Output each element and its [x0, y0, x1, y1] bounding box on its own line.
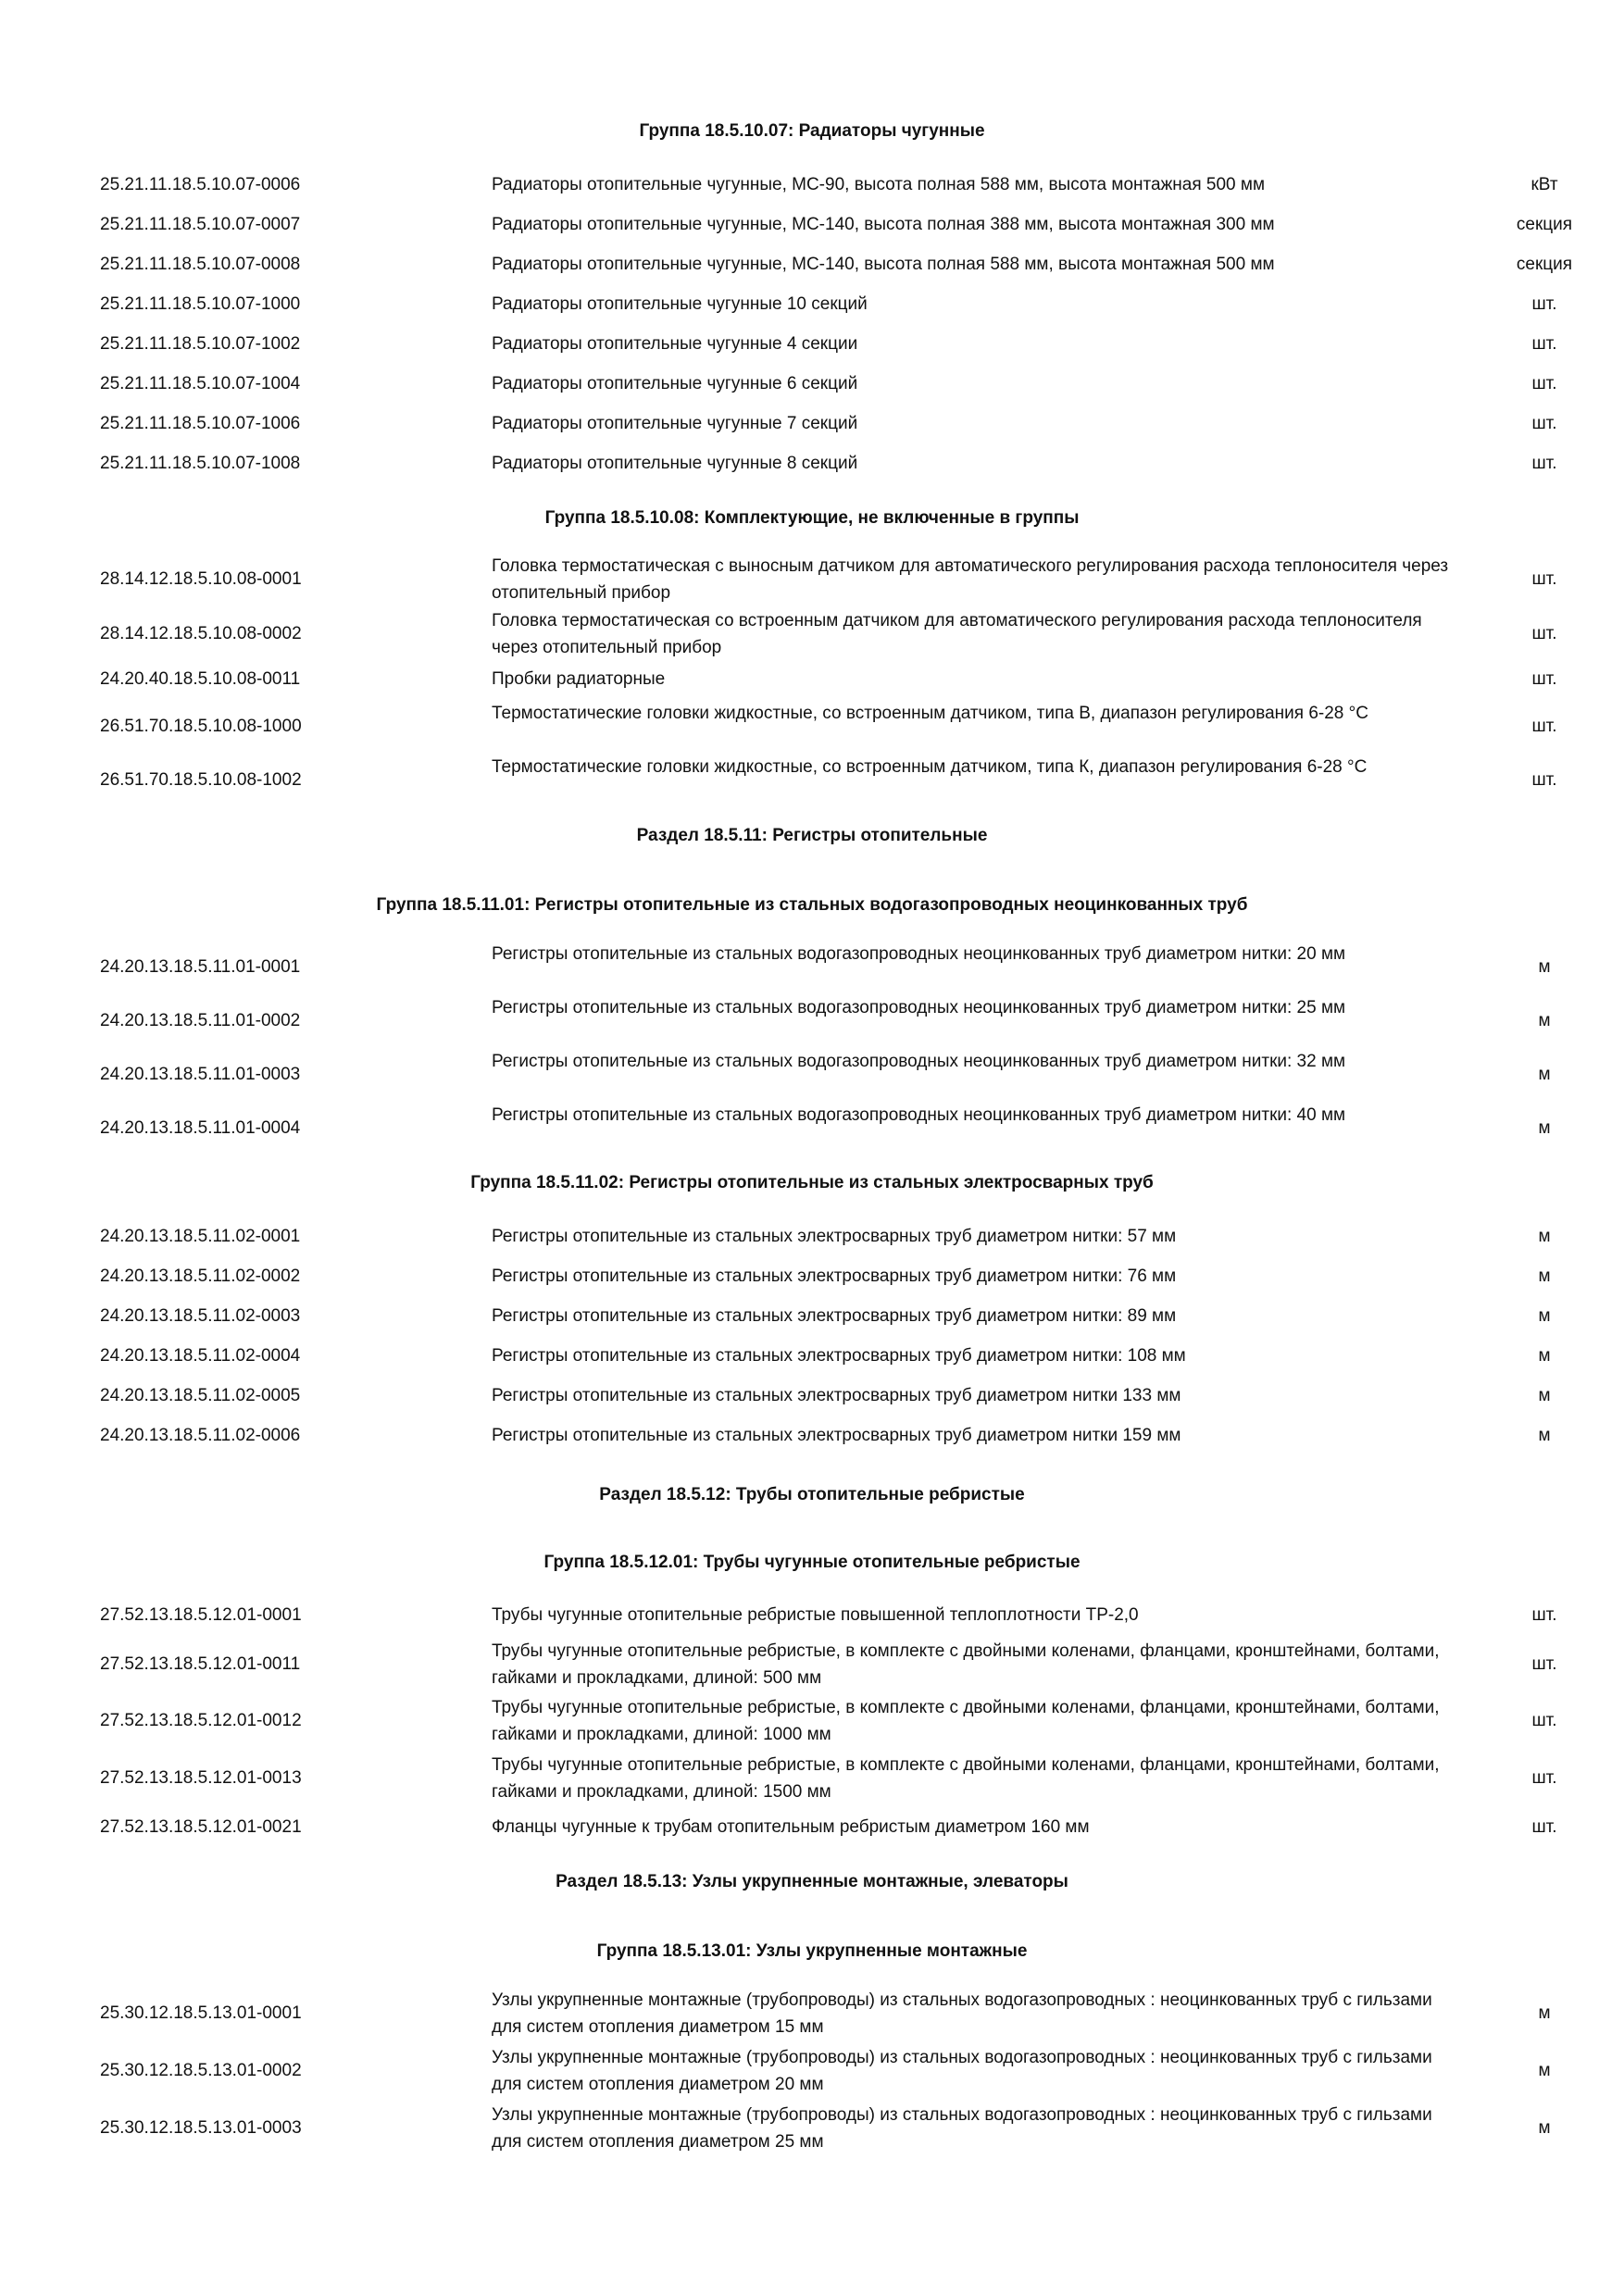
- table-row: [0, 553, 1624, 606]
- item-description: Фланцы чугунные к трубам отопительным ребристым диаметром 160 мм: [492, 1817, 1090, 1837]
- item-code: 24.20.13.18.5.11.01-0004: [100, 1118, 301, 1138]
- item-unit: м: [1538, 1267, 1551, 1286]
- item-description: Узлы укрупненные монтажные (трубопроводы) из стальных водогазопроводных : неоцинкованных труб с гильзами для систем отопления диаметром 20 мм: [492, 2048, 1432, 2094]
- item-unit: шт.: [1531, 334, 1557, 354]
- item-code: 25.21.11.18.5.10.07-0008: [100, 255, 301, 274]
- item-description: Трубы чугунные отопительные ребристые, в комплекте с двойными коленами, фланцами, кронштейнами, болтами, гайками и прокладками, длиной: 1000 мм: [492, 1698, 1440, 1744]
- item-code: 25.21.11.18.5.10.07-1006: [100, 414, 301, 433]
- table-row: [0, 607, 1624, 661]
- table-row: [0, 1048, 1624, 1102]
- item-description: Регистры отопительные из стальных электросварных труб диаметром нитки: 108 мм: [492, 1346, 1186, 1366]
- group-heading: Группа 18.5.12.01: Трубы чугунные отопительные ребристые: [543, 1553, 1081, 1572]
- item-unit: шт.: [1531, 454, 1557, 473]
- item-description: Радиаторы отопительные чугунные 10 секций: [492, 294, 868, 314]
- item-unit: м: [1538, 957, 1551, 977]
- table-row: [0, 1638, 1624, 1691]
- item-code: 26.51.70.18.5.10.08-1000: [100, 717, 302, 736]
- item-unit: секция: [1516, 255, 1573, 274]
- item-code: 24.20.13.18.5.11.02-0006: [100, 1426, 301, 1445]
- section-heading: Раздел 18.5.12: Трубы отопительные ребристые: [599, 1485, 1025, 1504]
- item-unit: м: [1538, 1426, 1551, 1445]
- item-code: 24.20.13.18.5.11.02-0004: [100, 1346, 301, 1366]
- item-unit: м: [1538, 1386, 1551, 1405]
- item-code: 24.20.13.18.5.11.02-0002: [100, 1267, 301, 1286]
- item-code: 25.21.11.18.5.10.07-0006: [100, 175, 301, 194]
- item-unit: м: [1538, 2061, 1551, 2080]
- item-description: Трубы чугунные отопительные ребристые, в комплекте с двойными коленами, фланцами, кронштейнами, болтами, гайками и прокладками, длиной: 500 мм: [492, 1641, 1440, 1688]
- item-unit: шт.: [1531, 1605, 1557, 1625]
- item-description: Регистры отопительные из стальных электросварных труб диаметром нитки: 89 мм: [492, 1306, 1177, 1326]
- item-unit: м: [1538, 2118, 1551, 2138]
- item-unit: м: [1538, 2003, 1551, 2023]
- item-description: Термостатические головки жидкостные, со встроенным датчиком, типа В, диапазон регулирования 6-28 °С: [492, 704, 1368, 723]
- item-unit: шт.: [1531, 414, 1557, 433]
- item-description: Головка термостатическая с выносным датчиком для автоматического регулирования расхода теплоносителя через отопительный прибор: [492, 556, 1449, 603]
- section-heading: Раздел 18.5.13: Узлы укрупненные монтажные, элеваторы: [556, 1872, 1068, 1891]
- item-description: Регистры отопительные из стальных водогазопроводных неоцинкованных труб диаметром нитки: 20 мм: [492, 944, 1346, 964]
- item-code: 24.20.13.18.5.11.02-0001: [100, 1227, 301, 1246]
- item-description: Головка термостатическая со встроенным датчиком для автоматического регулирования расхода теплоносителя через отопительный прибор: [492, 611, 1422, 657]
- item-unit: шт.: [1531, 1817, 1557, 1837]
- item-code: 28.14.12.18.5.10.08-0002: [100, 624, 302, 643]
- item-description: Радиаторы отопительные чугунные 8 секций: [492, 454, 858, 473]
- group-heading: Группа 18.5.10.08: Комплектующие, не включенные в группы: [544, 508, 1080, 528]
- item-unit: м: [1538, 1118, 1551, 1138]
- table-row: [0, 1987, 1624, 2040]
- item-code: 25.21.11.18.5.10.07-1000: [100, 294, 301, 314]
- group-heading: Группа 18.5.10.07: Радиаторы чугунные: [639, 121, 985, 141]
- item-unit: секция: [1516, 215, 1573, 234]
- item-unit: м: [1538, 1011, 1551, 1030]
- item-description: Регистры отопительные из стальных электросварных труб диаметром нитки: 57 мм: [492, 1227, 1177, 1246]
- item-code: 27.52.13.18.5.12.01-0013: [100, 1768, 302, 1788]
- table-row: [0, 941, 1624, 994]
- item-description: Радиаторы отопительные чугунные 7 секций: [492, 414, 858, 433]
- item-code: 24.20.13.18.5.11.01-0003: [100, 1065, 301, 1084]
- item-code: 25.21.11.18.5.10.07-1008: [100, 454, 301, 473]
- item-code: 25.30.12.18.5.13.01-0003: [100, 2118, 302, 2138]
- item-unit: м: [1538, 1065, 1551, 1084]
- item-description: Пробки радиаторные: [492, 669, 666, 689]
- item-description: Трубы чугунные отопительные ребристые, в комплекте с двойными коленами, фланцами, кронштейнами, болтами, гайками и прокладками, длиной: 1500 мм: [492, 1755, 1440, 1802]
- item-unit: шт.: [1531, 624, 1557, 643]
- item-unit: кВт: [1530, 175, 1558, 194]
- table-row: [0, 700, 1624, 754]
- item-code: 25.21.11.18.5.10.07-1002: [100, 334, 301, 354]
- item-description: Регистры отопительные из стальных электросварных труб диаметром нитки 159 мм: [492, 1426, 1181, 1445]
- item-description: Узлы укрупненные монтажные (трубопроводы) из стальных водогазопроводных : неоцинкованных труб с гильзами для систем отопления диаметром 15 мм: [492, 1990, 1432, 2037]
- item-description: Радиаторы отопительные чугунные, МС-140, высота полная 588 мм, высота монтажная 500 мм: [492, 255, 1275, 274]
- item-code: 24.20.13.18.5.11.01-0001: [100, 957, 301, 977]
- table-row: [0, 754, 1624, 807]
- item-description: Регистры отопительные из стальных водогазопроводных неоцинкованных труб диаметром нитки: 40 мм: [492, 1105, 1346, 1125]
- item-description: Регистры отопительные из стальных водогазопроводных неоцинкованных труб диаметром нитки: 25 мм: [492, 998, 1346, 1017]
- table-row: [0, 1102, 1624, 1155]
- item-code: 25.30.12.18.5.13.01-0002: [100, 2061, 302, 2080]
- item-unit: шт.: [1531, 1768, 1557, 1788]
- item-code: 24.20.13.18.5.11.02-0003: [100, 1306, 301, 1326]
- item-code: 27.52.13.18.5.12.01-0001: [100, 1605, 302, 1625]
- item-description: Радиаторы отопительные чугунные 4 секции: [492, 334, 858, 354]
- item-code: 24.20.13.18.5.11.02-0005: [100, 1386, 301, 1405]
- item-unit: м: [1538, 1306, 1551, 1326]
- item-description: Радиаторы отопительные чугунные 6 секций: [492, 374, 858, 393]
- item-description: Регистры отопительные из стальных электросварных труб диаметром нитки 133 мм: [492, 1386, 1181, 1405]
- item-code: 25.30.12.18.5.13.01-0001: [100, 2003, 302, 2023]
- item-unit: шт.: [1531, 717, 1557, 736]
- item-description: Узлы укрупненные монтажные (трубопроводы) из стальных водогазопроводных : неоцинкованных труб с гильзами для систем отопления диаметром 25 мм: [492, 2105, 1432, 2152]
- table-row: [0, 994, 1624, 1048]
- item-code: 24.20.40.18.5.10.08-0011: [100, 669, 301, 689]
- item-unit: шт.: [1531, 294, 1557, 314]
- item-description: Регистры отопительные из стальных водогазопроводных неоцинкованных труб диаметром нитки: 32 мм: [492, 1052, 1346, 1071]
- item-unit: м: [1538, 1346, 1551, 1366]
- group-heading: Группа 18.5.13.01: Узлы укрупненные монтажные: [596, 1941, 1028, 1961]
- item-code: 25.21.11.18.5.10.07-1004: [100, 374, 301, 393]
- table-row: [0, 2102, 1624, 2155]
- table-row: [0, 1752, 1624, 1805]
- item-code: 25.21.11.18.5.10.07-0007: [100, 215, 301, 234]
- item-unit: шт.: [1531, 569, 1557, 589]
- item-unit: шт.: [1531, 1711, 1557, 1730]
- item-unit: шт.: [1531, 374, 1557, 393]
- item-description: Трубы чугунные отопительные ребристые повышенной теплоплотности ТР-2,0: [492, 1605, 1139, 1625]
- group-heading: Группа 18.5.11.02: Регистры отопительные из стальных электросварных труб: [470, 1173, 1154, 1192]
- item-code: 27.52.13.18.5.12.01-0011: [100, 1654, 301, 1674]
- item-description: Регистры отопительные из стальных электросварных труб диаметром нитки: 76 мм: [492, 1267, 1177, 1286]
- item-code: 27.52.13.18.5.12.01-0021: [100, 1817, 302, 1837]
- section-heading: Раздел 18.5.11: Регистры отопительные: [636, 826, 988, 845]
- item-code: 24.20.13.18.5.11.01-0002: [100, 1011, 301, 1030]
- table-row: [0, 2044, 1624, 2098]
- group-heading: Группа 18.5.11.01: Регистры отопительные из стальных водогазопроводных неоцинкованных труб: [376, 895, 1248, 915]
- item-code: 27.52.13.18.5.12.01-0012: [100, 1711, 302, 1730]
- item-description: Радиаторы отопительные чугунные, МС-90, высота полная 588 мм, высота монтажная 500 мм: [492, 175, 1266, 194]
- item-unit: шт.: [1531, 669, 1557, 689]
- item-code: 28.14.12.18.5.10.08-0001: [100, 569, 302, 589]
- item-unit: м: [1538, 1227, 1551, 1246]
- item-code: 26.51.70.18.5.10.08-1002: [100, 770, 302, 790]
- item-description: Термостатические головки жидкостные, со встроенным датчиком, типа К, диапазон регулирования 6-28 °С: [492, 757, 1368, 777]
- item-description: Радиаторы отопительные чугунные, МС-140, высота полная 388 мм, высота монтажная 300 мм: [492, 215, 1275, 234]
- item-unit: шт.: [1531, 1654, 1557, 1674]
- item-unit: шт.: [1531, 770, 1557, 790]
- table-row: [0, 1694, 1624, 1748]
